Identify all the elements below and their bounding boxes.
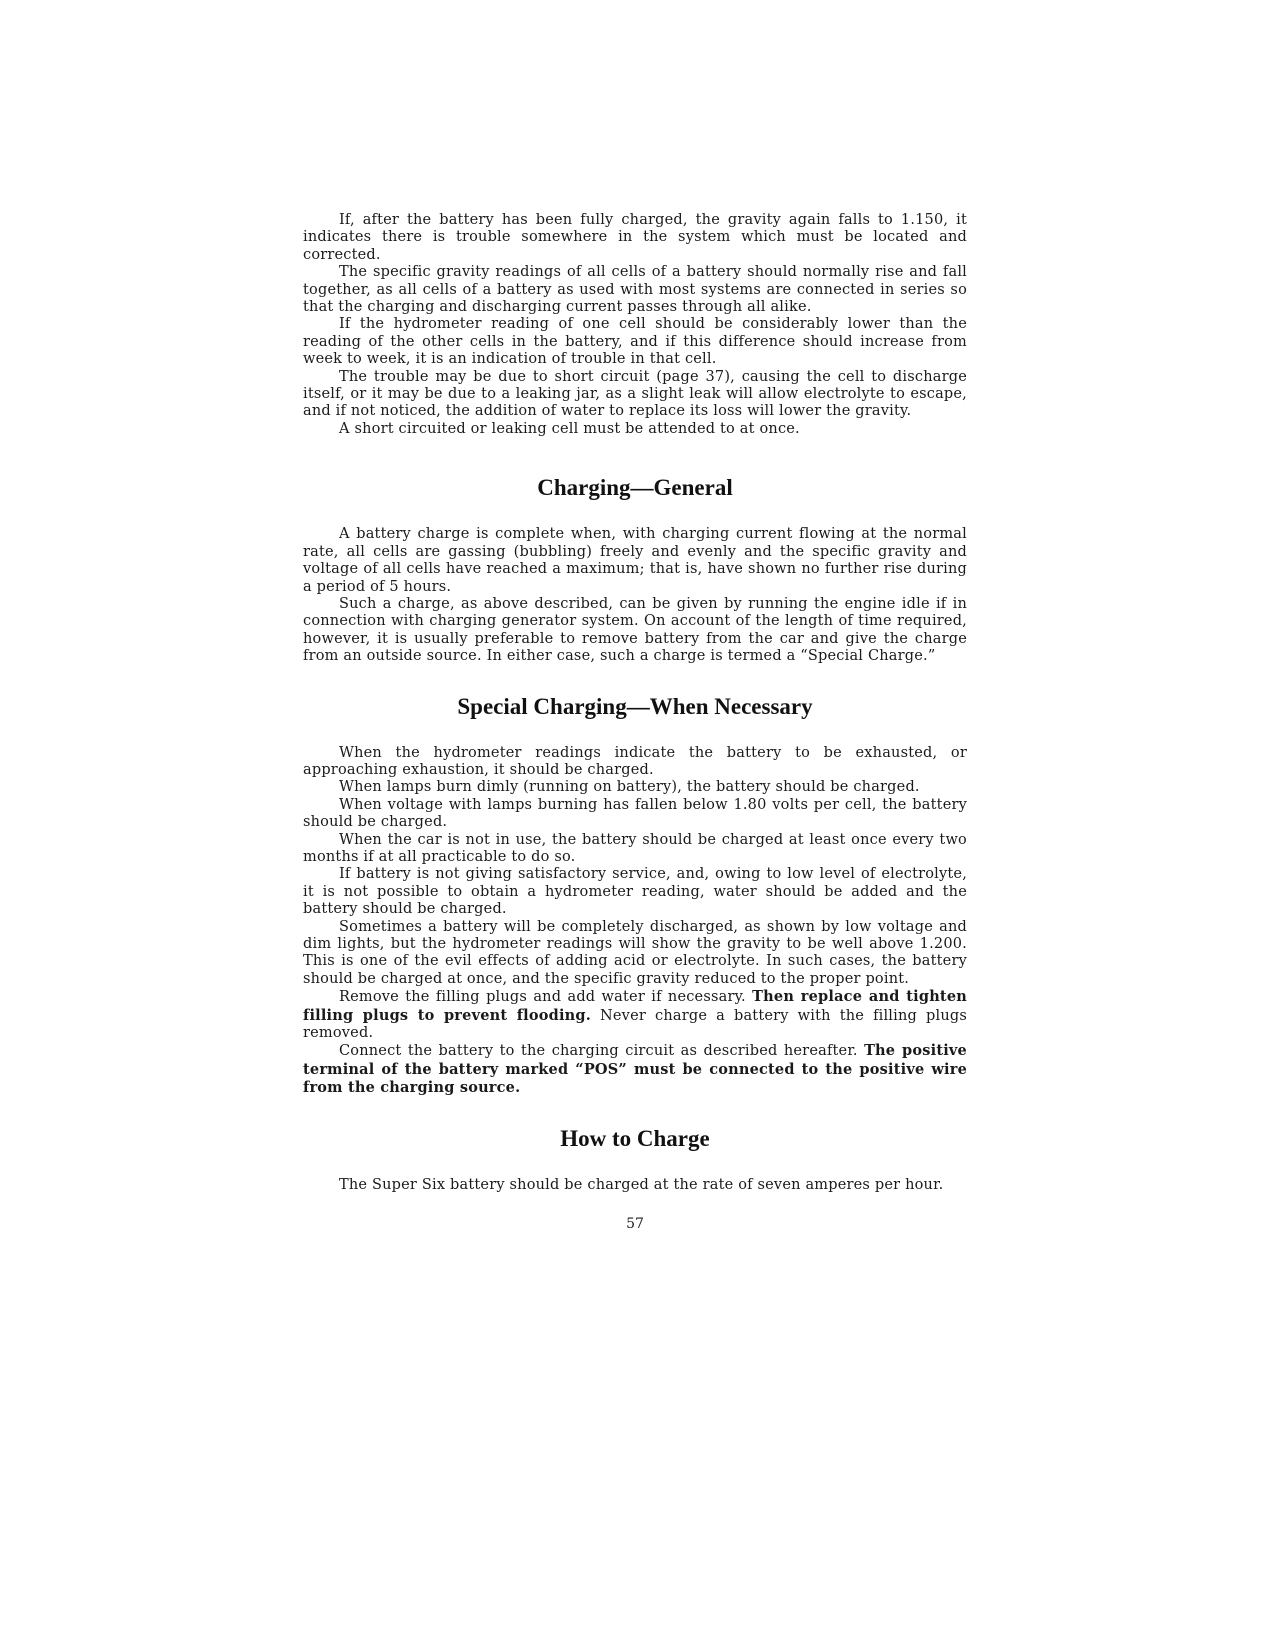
filling-plugs-paragraph [303,988,967,1042]
special-paragraph: When lamps burn dimly (running on battery), the battery should be charged. [339,779,920,796]
section-heading-charging-general: Charging—General [537,475,733,501]
section-heading-how-to-charge: How to Charge [560,1125,710,1151]
special-paragraph: When voltage with lamps burning has fallen below 1.80 volts per cell, the battery should be charged. [303,796,967,831]
special-paragraph: When the car is not in use, the battery should be charged at least once every two months if at all practicable to do so. [303,831,967,865]
page-body [303,212,967,1232]
positive-terminal-warning: The positive terminal of the battery marked “POS” must be connected to the positive wire from the charging source. [303,1042,967,1097]
filling-plugs-warning: Then replace and tighten filling plugs to prevent flooding. [303,988,967,1024]
special-paragraph: If battery is not giving satisfactory service, and, owing to low level of electrolyte, it is not possible to obtain a hydrometer reading, water should be added and the battery should be charged. [303,866,967,918]
how-paragraph: The Super Six battery should be charged at the rate of seven amperes per hour. [339,1176,944,1193]
general-paragraph: Such a charge, as above described, can be given by running the engine idle if in connection with charging generator system. On account of the length of time required, however, it is usually preferable to remove battery from the car and give the charge from an outside source. In either case, such a charge is termed a “Special Charge.” [303,595,967,665]
intro-paragraph: The specific gravity readings of all cells of a battery should normally rise and fall together, as all cells of a battery as used with most systems are connected in series so that the charging and discharging current passes through all alike. [303,264,967,316]
intro-paragraph: The trouble may be due to short circuit (page 37), causing the cell to discharge itself, or it may be due to a leaking jar, as a slight leak will allow electrolyte to escape, and if not noticed, the addition of water to replace its loss will lower the gravity. [303,368,967,420]
filling-plugs-tail: Never charge a battery with the filling plugs removed. [303,1007,967,1042]
page-number: 57 [626,1216,644,1233]
intro-paragraph: If, after the battery has been fully charged, the gravity again falls to 1.150, it indicates there is trouble somewhere in the system which must be located and corrected. [303,212,967,263]
connect-battery-text: Connect the battery to the charging circuit as described hereafter. [339,1043,858,1060]
general-paragraph: A battery charge is complete when, with charging current flowing at the normal rate, all cells are gassing (bubbling) freely and evenly and the specific gravity and voltage of all cells have reached a maximum; that is, have shown no further rise during a period of 5 hours. [303,526,967,595]
section-heading-special-charging: Special Charging—When Necessary [457,693,813,719]
intro-paragraph: If the hydrometer reading of one cell should be considerably lower than the reading of the other cells in the battery, and if this difference should increase from week to week, it is an indication of trouble in that cell. [303,316,967,368]
special-paragraph: Sometimes a battery will be completely discharged, as shown by low voltage and dim lights, but the hydrometer readings will show the gravity to be well above 1.200. This is one of the evil effects of adding acid or electrolyte. In such cases, the battery should be charged at once, and the specific gravity reduced to the proper point. [303,918,967,987]
filling-plugs-text: Remove the filling plugs and add water if necessary. [339,989,746,1006]
connect-battery-paragraph [303,1042,967,1097]
intro-paragraph: A short circuited or leaking cell must be attended to at once. [339,420,800,437]
special-paragraph: When the hydrometer readings indicate the battery to be exhausted, or approaching exhaustion, it should be charged. [303,744,967,778]
